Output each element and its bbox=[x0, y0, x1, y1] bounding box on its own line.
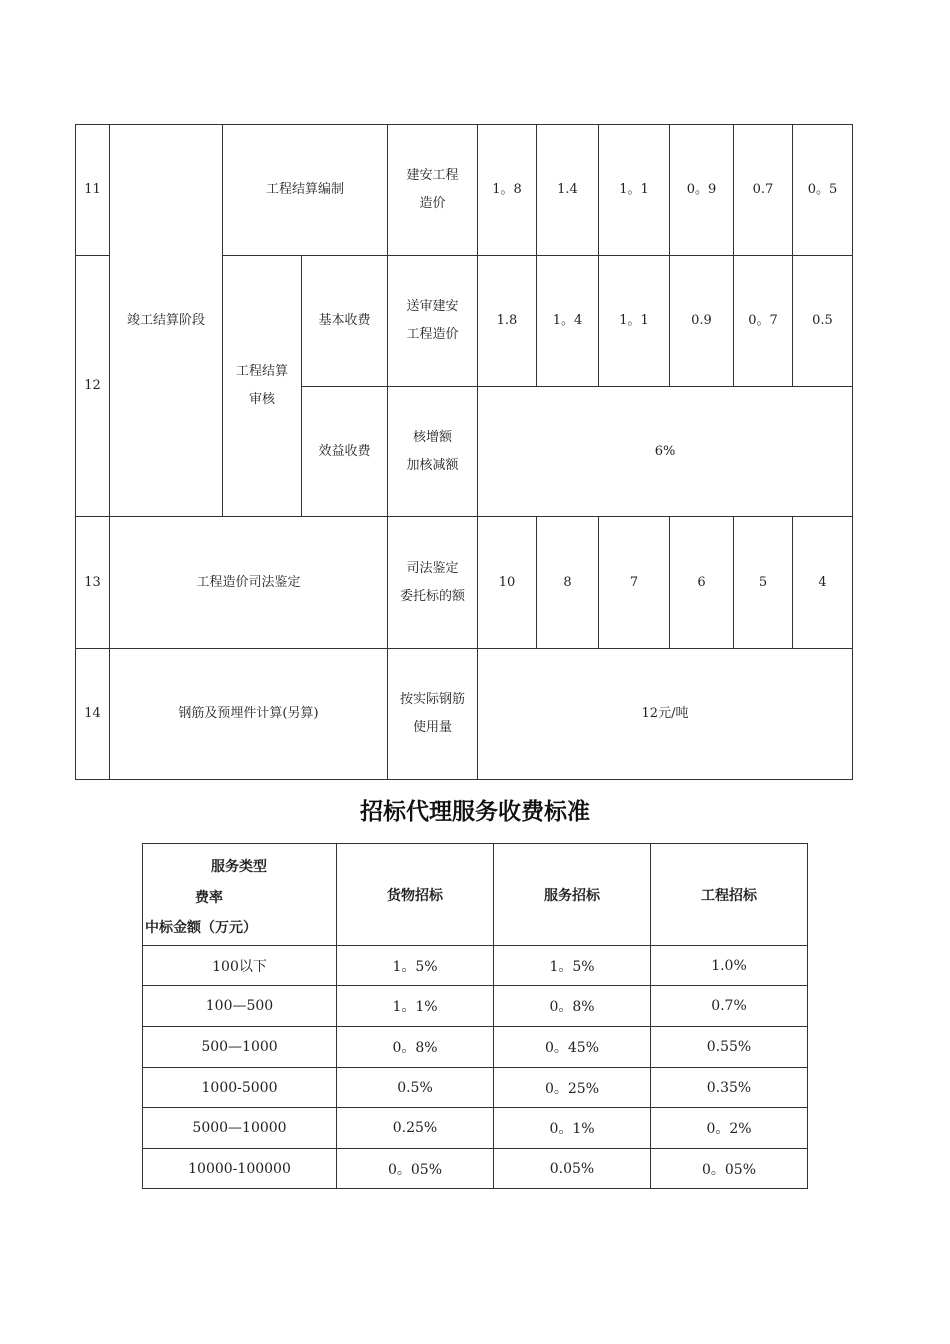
rate-cell: 0.35% bbox=[651, 1068, 808, 1108]
table-row bbox=[143, 1068, 808, 1108]
item-label: 钢筋及预埋件计算(另算) bbox=[110, 649, 388, 780]
rate-cell: 12元/吨 bbox=[478, 649, 853, 780]
rate-cell: 0.55% bbox=[651, 1027, 808, 1068]
section-title: 招标代理服务收费标准 bbox=[360, 799, 590, 825]
agency-fee-table bbox=[142, 843, 808, 1189]
header-row bbox=[143, 844, 808, 946]
column-header: 工程招标 bbox=[651, 844, 808, 946]
stage-label: 竣工结算阶段 bbox=[110, 125, 223, 517]
rate-cell: 1.4 bbox=[537, 125, 599, 256]
column-header: 货物招标 bbox=[337, 844, 494, 946]
rate-cell: 0.7% bbox=[651, 986, 808, 1027]
rate-cell: 0。05% bbox=[337, 1149, 494, 1189]
rate-cell: 0。8% bbox=[337, 1027, 494, 1068]
rate-cell: 1。1 bbox=[599, 256, 670, 387]
table-row bbox=[76, 125, 853, 256]
rate-cell: 8 bbox=[537, 517, 599, 649]
rate-cell: 1。8 bbox=[478, 125, 537, 256]
table-row bbox=[76, 649, 853, 780]
rate-cell: 0。5 bbox=[793, 125, 853, 256]
basis-label: 送审建安 工程造价 bbox=[388, 256, 478, 387]
fee-standard-table bbox=[75, 124, 853, 780]
rate-cell: 6% bbox=[478, 387, 853, 517]
rate-cell: 0。25% bbox=[494, 1068, 651, 1108]
rate-cell: 4 bbox=[793, 517, 853, 649]
rate-cell: 1。1% bbox=[337, 986, 494, 1027]
rate-cell: 0。1% bbox=[494, 1108, 651, 1149]
corner-amount: 中标金额（万元） bbox=[145, 920, 257, 936]
corner-header-cell bbox=[143, 844, 337, 946]
item-label: 工程结算编制 bbox=[223, 125, 388, 256]
table-row bbox=[143, 986, 808, 1027]
rate-cell: 0.9 bbox=[670, 256, 734, 387]
rate-cell: 0。45% bbox=[494, 1027, 651, 1068]
table-row bbox=[76, 517, 853, 649]
rate-cell: 0。7 bbox=[734, 256, 793, 387]
rate-cell: 1.0% bbox=[651, 946, 808, 986]
rate-cell: 0。2% bbox=[651, 1108, 808, 1149]
rate-cell: 0.7 bbox=[734, 125, 793, 256]
sub-item-label: 效益收费 bbox=[302, 387, 388, 517]
corner-rate: 费率 bbox=[195, 890, 223, 906]
rate-cell: 6 bbox=[670, 517, 734, 649]
rate-cell: 0.05% bbox=[494, 1149, 651, 1189]
item-label: 工程结算 审核 bbox=[223, 256, 302, 517]
rate-cell: 7 bbox=[599, 517, 670, 649]
row-number: 11 bbox=[76, 125, 110, 256]
sub-item-label: 基本收费 bbox=[302, 256, 388, 387]
column-header: 服务招标 bbox=[494, 844, 651, 946]
row-number: 14 bbox=[76, 649, 110, 780]
row-number: 12 bbox=[76, 256, 110, 517]
rate-cell: 0。05% bbox=[651, 1149, 808, 1189]
rate-cell: 1。5% bbox=[337, 946, 494, 986]
rate-cell: 0。8% bbox=[494, 986, 651, 1027]
rate-cell: 0.25% bbox=[337, 1108, 494, 1149]
rate-cell: 0。9 bbox=[670, 125, 734, 256]
basis-label: 核增额 加核减额 bbox=[388, 387, 478, 517]
item-label: 工程造价司法鉴定 bbox=[110, 517, 388, 649]
amount-cell: 500—1000 bbox=[143, 1027, 337, 1068]
table-row bbox=[143, 1108, 808, 1149]
row-number: 13 bbox=[76, 517, 110, 649]
amount-cell: 100—500 bbox=[143, 986, 337, 1027]
table-row bbox=[143, 1149, 808, 1189]
rate-cell: 10 bbox=[478, 517, 537, 649]
corner-service-type: 服务类型 bbox=[211, 859, 267, 875]
rate-cell: 1。5% bbox=[494, 946, 651, 986]
table-row bbox=[143, 946, 808, 986]
amount-cell: 5000—10000 bbox=[143, 1108, 337, 1149]
table-row bbox=[143, 1027, 808, 1068]
basis-label: 建安工程 造价 bbox=[388, 125, 478, 256]
basis-label: 司法鉴定 委托标的额 bbox=[388, 517, 478, 649]
amount-cell: 100以下 bbox=[143, 946, 337, 986]
rate-cell: 0.5% bbox=[337, 1068, 494, 1108]
amount-cell: 1000-5000 bbox=[143, 1068, 337, 1108]
rate-cell: 1。1 bbox=[599, 125, 670, 256]
rate-cell: 0.5 bbox=[793, 256, 853, 387]
rate-cell: 1.8 bbox=[478, 256, 537, 387]
rate-cell: 5 bbox=[734, 517, 793, 649]
rate-cell: 1。4 bbox=[537, 256, 599, 387]
amount-cell: 10000-100000 bbox=[143, 1149, 337, 1189]
basis-label: 按实际钢筋 使用量 bbox=[388, 649, 478, 780]
